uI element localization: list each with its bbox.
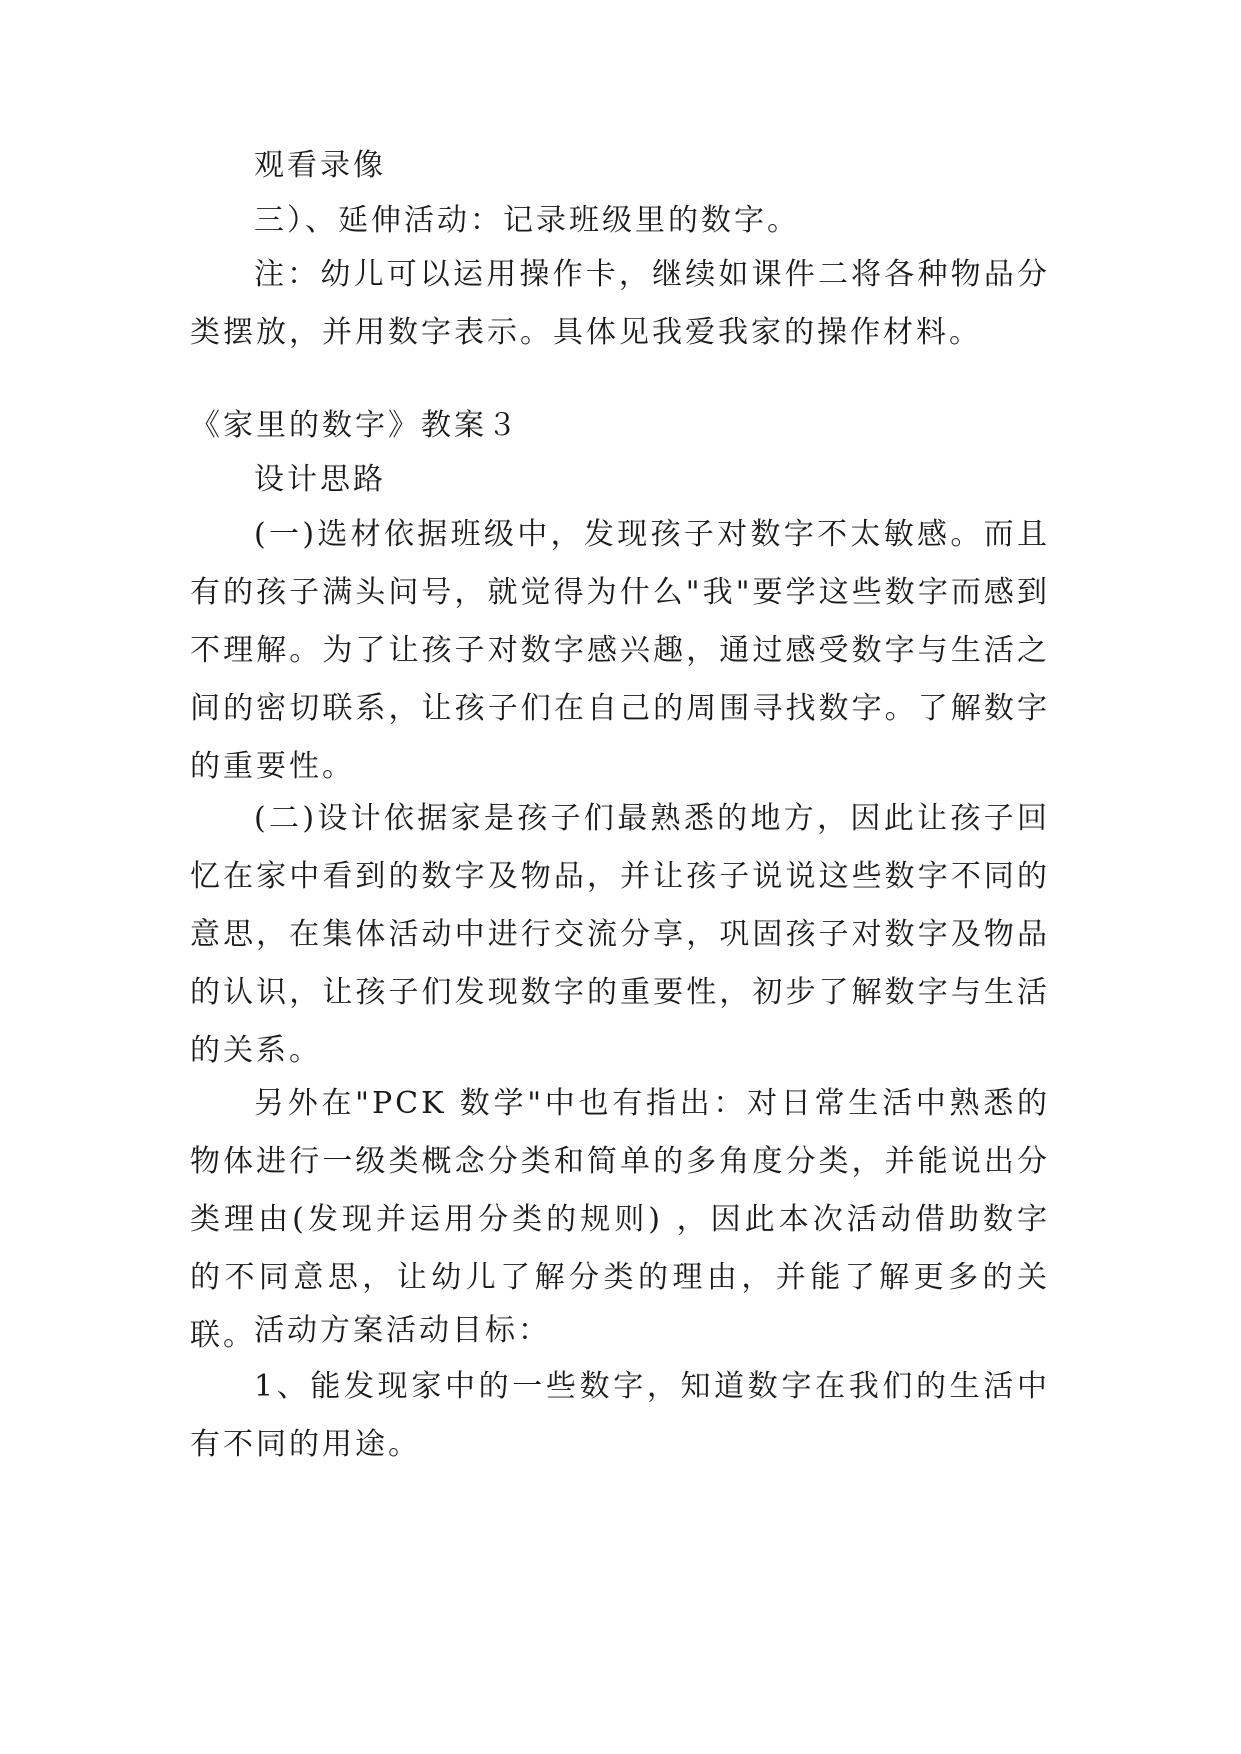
heading-design-idea: 设计思路 [254, 462, 386, 497]
paragraph-extension-activity: 三）、延伸活动：记录班级里的数字。 [254, 203, 800, 238]
paragraph-note: 注：幼儿可以运用操作卡，继续如课件二将各种物品分类摆放，并用数字表示。具体见我爱我家的操作材料。 [190, 257, 1050, 350]
paragraph-design-basis: (二)设计依据家是孩子们最熟悉的地方，因此让孩子回忆在家中看到的数字及物品，并让孩子说说这些数字不同的意思，在集体活动中进行交流分享，巩固孩子对数字及物品的认识，让孩子们发现数字的重要性，初步了解数字与生活的关系。 [190, 801, 1050, 1068]
section-title: 《家里的数字》教案３ [190, 408, 520, 443]
paragraph-watch-video: 观看录像 [254, 148, 386, 183]
heading-activity-goals: 活动方案活动目标： [254, 1313, 551, 1348]
paragraph-goal-1: 1、能发现家中的一些数字，知道数字在我们的生活中有不同的用途。 [190, 1369, 1050, 1462]
paragraph-pck-math: 另外在"PCK 数学"中也有指出：对日常生活中熟悉的物体进行一级类概念分类和简单的多角度分类，并能说出分类理由(发现并运用分类的规则) ，因此本次活动借助数字的不同意思，让幼儿了解分类的理由，并能了解更多的关联。 [190, 1086, 1050, 1353]
paragraph-selection-basis: (一)选材依据班级中，发现孩子对数字不太敏感。而且有的孩子满头问号，就觉得为什么"我"要学这些数字而感到不理解。为了让孩子对数字感兴趣，通过感受数字与生活之间的密切联系，让孩子们在自己的周围寻找数字。了解数字的重要性。 [190, 517, 1050, 784]
